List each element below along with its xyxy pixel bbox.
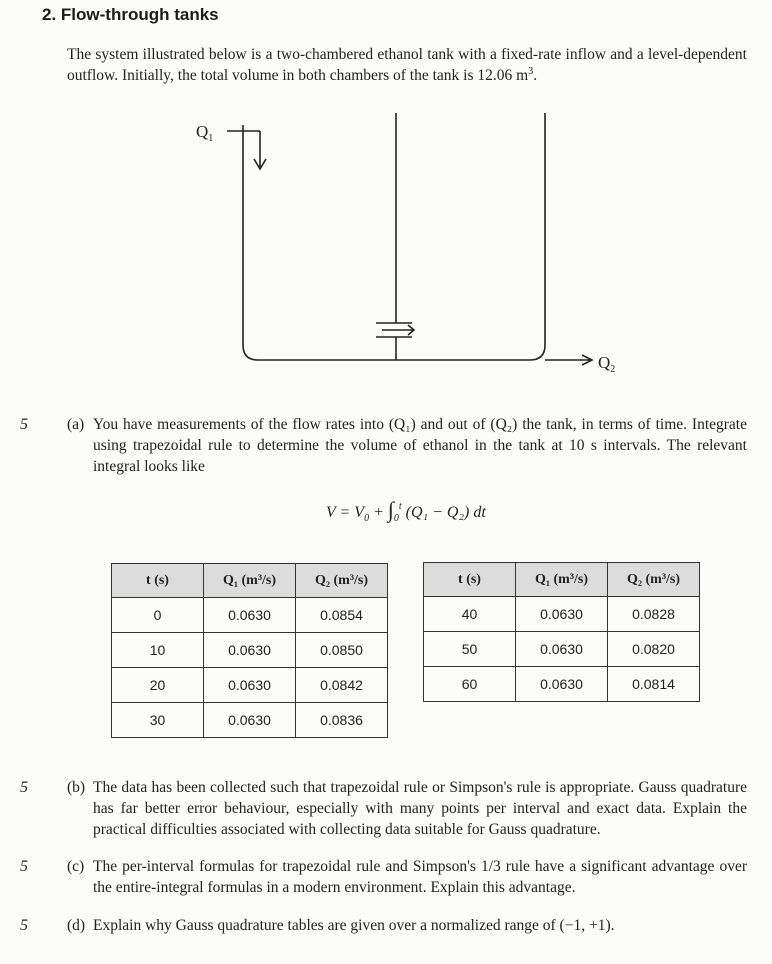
table-cell: 40 [424, 597, 516, 632]
part-b-text: The data has been collected such that trapezoidal rule or Simpson's rule is appropriate. Gauss quadrature has far better error behaviour, especially with many points per interval and exact data. Explain the practical difficulties associated with collecting data suitable for Gauss quadrature. [93, 779, 747, 838]
flow-table-1 [111, 563, 388, 738]
table-cell: 20 [112, 668, 204, 703]
table-row [424, 667, 700, 702]
table-cell: 0.0630 [204, 668, 296, 703]
q2-label: $Q_2$ [598, 353, 616, 375]
table-cell: 30 [112, 703, 204, 738]
formula-plus: + [369, 504, 388, 521]
table-row [424, 597, 700, 632]
col-header-q1: Q₁ (m³/s) [516, 563, 608, 597]
part-d-marks: 5 [20, 917, 28, 934]
table-row [112, 668, 388, 703]
volume-formula [326, 497, 486, 523]
table-row [112, 598, 388, 633]
part-a-text: You have measurements of the flow rates into (Q₁) and out of (Q₂) the tank, in terms of time. Integrate using trapezoidal rule to determine the volume of ethanol in the tank at 10 s intervals. The relevant integral looks like [93, 416, 747, 475]
part-c-marks: 5 [20, 858, 28, 875]
integral-upper: t [398, 501, 402, 512]
part-b-marks: 5 [20, 779, 28, 796]
part-d-tag: (d) [67, 917, 86, 934]
table-cell: 0.0836 [296, 703, 388, 738]
table-cell: 0.0820 [608, 632, 700, 667]
part-c-tag: (c) [67, 858, 85, 875]
table-cell: 0.0842 [296, 668, 388, 703]
integral-sign: ∫ [387, 497, 394, 522]
table-cell: 60 [424, 667, 516, 702]
part-d-text: Explain why Gauss quadrature tables are given over a normalized range of (−1, +1). [93, 917, 615, 934]
table-cell: 0.0630 [516, 632, 608, 667]
formula-lhs: V = V [326, 504, 365, 521]
q1-label: $Q_1$ [196, 122, 214, 144]
part-b-tag: (b) [67, 779, 86, 796]
table-row [112, 633, 388, 668]
table-cell: 0.0630 [204, 598, 296, 633]
intro-paragraph [67, 44, 747, 86]
table-cell: 0.0630 [516, 667, 608, 702]
part-d [67, 915, 747, 936]
table-row [112, 703, 388, 738]
intro-sup: 3 [528, 65, 534, 77]
integral-lower: 0 [393, 513, 399, 524]
table-cell: 0 [112, 598, 204, 633]
part-c-text: The per-interval formulas for trapezoidal rule and Simpson's 1/3 rule have a significant advantage over the entire-integral formulas in a modern environment. Explain this advantage. [93, 858, 747, 896]
table-cell: 50 [424, 632, 516, 667]
part-a-marks: 5 [20, 416, 28, 433]
intro-text: The system illustrated below is a two-chambered ethanol tank with a fixed-rate inflow and a level-dependent outflow. Initially, the total volume in both chambers of the tank is 12.06 m [67, 46, 747, 84]
part-a [67, 414, 747, 477]
table-cell: 0.0630 [204, 633, 296, 668]
flow-table-2 [423, 562, 700, 702]
table-cell: 10 [112, 633, 204, 668]
col-header-t: t (s) [112, 564, 204, 598]
table-cell: 0.0630 [516, 597, 608, 632]
formula-v0-sub: 0 [364, 513, 370, 524]
formula-integrand: (Q₁ − Q₂) dt [405, 504, 486, 521]
table-cell: 0.0828 [608, 597, 700, 632]
col-header-q2: Q₂ (m³/s) [296, 564, 388, 598]
table-cell: 0.0814 [608, 667, 700, 702]
tank-diagram [0, 95, 772, 385]
col-header-q2: Q₂ (m³/s) [608, 563, 700, 597]
intro-end: . [533, 67, 538, 84]
part-c [67, 856, 747, 898]
table-cell: 0.0854 [296, 598, 388, 633]
table-cell: 0.0850 [296, 633, 388, 668]
col-header-t: t (s) [424, 563, 516, 597]
col-header-q1: Q₁ (m³/s) [204, 564, 296, 598]
part-a-tag: (a) [67, 416, 85, 433]
table-cell: 0.0630 [204, 703, 296, 738]
table-header-row [112, 564, 388, 598]
table-header-row [424, 563, 700, 597]
part-b [67, 777, 747, 840]
section-heading: 2. Flow-through tanks [42, 5, 219, 24]
table-row [424, 632, 700, 667]
